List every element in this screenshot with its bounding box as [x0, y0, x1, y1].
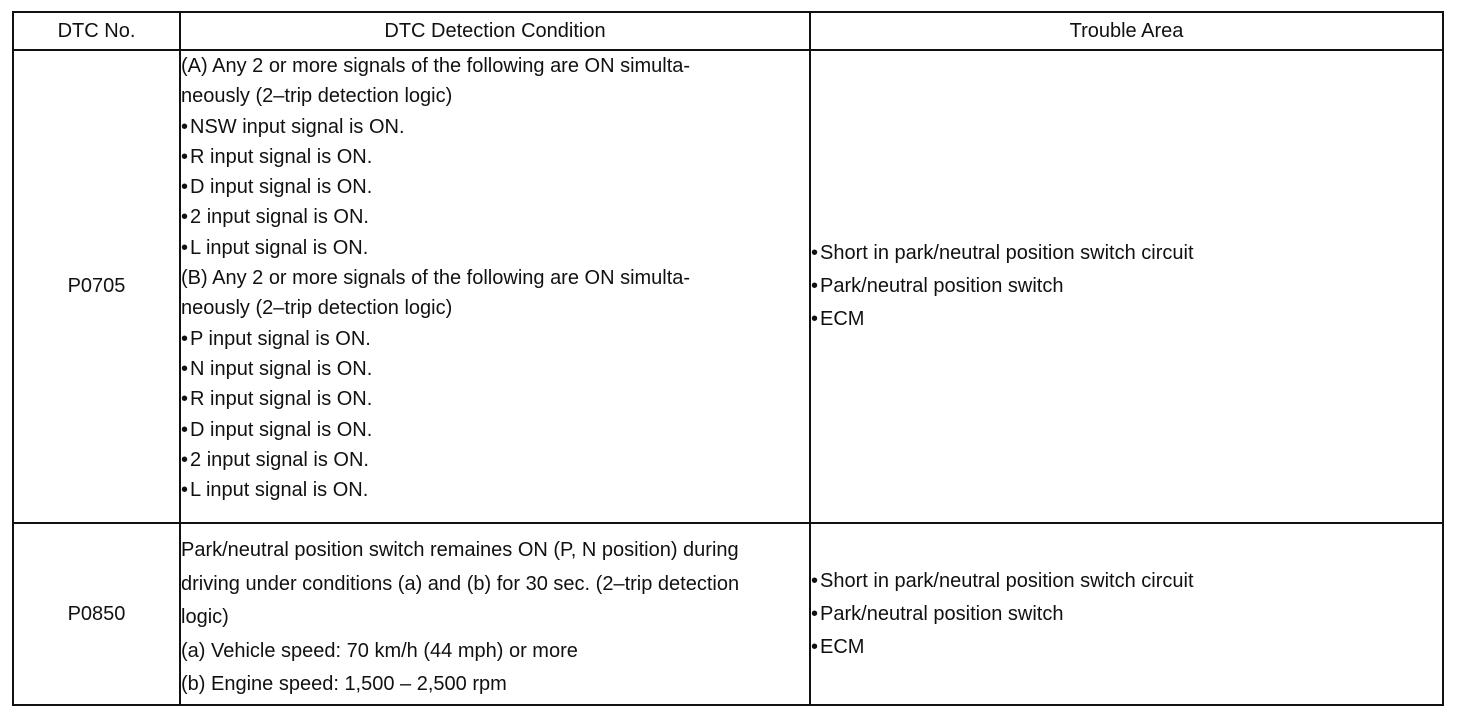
condition-bullet-item: • L input signal is ON. [181, 233, 809, 263]
condition-bullet-item: • N input signal is ON. [181, 354, 809, 384]
trouble-area-item: • Park/neutral position switch [811, 598, 1442, 631]
condition-bullet-item: • 2 input signal is ON. [181, 202, 809, 232]
condition-line: (a) Vehicle speed: 70 km/h (44 mph) or more [181, 639, 578, 662]
condition-line: (A) Any 2 or more signals of the following are ON simulta- [181, 55, 691, 77]
condition-line: Park/neutral position switch remaines ON (P, N position) during [181, 539, 739, 561]
table-row [13, 50, 1443, 523]
condition-line: logic) [181, 606, 229, 628]
condition-bullet-item: • R input signal is ON. [181, 142, 809, 172]
condition-bullet-item: • D input signal is ON. [181, 172, 809, 202]
condition-bullet-item: • P input signal is ON. [181, 324, 809, 354]
trouble-area-item: • Short in park/neutral position switch circuit [811, 237, 1442, 270]
header-detection-condition: DTC Detection Condition [180, 12, 810, 50]
condition-bullet-item: • L input signal is ON. [181, 475, 809, 505]
trouble-area-item: • ECM [811, 303, 1442, 336]
dtc-table [12, 11, 1444, 706]
trouble-area-item: • ECM [811, 631, 1442, 664]
condition-bullet-item: • NSW input signal is ON. [181, 112, 809, 142]
condition-line: driving under conditions (a) and (b) for 30 sec. (2–trip detection [181, 572, 740, 595]
detection-condition-cell [180, 50, 810, 523]
header-trouble-area: Trouble Area [810, 12, 1443, 50]
condition-line: neously (2–trip detection logic) [181, 85, 453, 108]
detection-condition-cell [180, 523, 810, 705]
header-dtc-no: DTC No. [13, 12, 180, 50]
trouble-area-item: • Short in park/neutral position switch circuit [811, 565, 1442, 598]
condition-line: (B) Any 2 or more signals of the following are ON simulta- [181, 267, 691, 290]
dtc-code-cell: P0850 [13, 523, 180, 705]
table-header-row [13, 12, 1443, 50]
trouble-area-item: • Park/neutral position switch [811, 270, 1442, 303]
condition-bullet-item: • 2 input signal is ON. [181, 445, 809, 475]
condition-line: neously (2–trip detection logic) [181, 297, 453, 320]
dtc-code-cell: P0705 [13, 50, 180, 523]
condition-line: (b) Engine speed: 1,500 – 2,500 rpm [181, 673, 507, 695]
trouble-area-cell [810, 50, 1443, 523]
condition-bullet-item: • D input signal is ON. [181, 415, 809, 445]
table-row [13, 523, 1443, 705]
trouble-area-cell [810, 523, 1443, 705]
condition-bullet-item: • R input signal is ON. [181, 384, 809, 414]
